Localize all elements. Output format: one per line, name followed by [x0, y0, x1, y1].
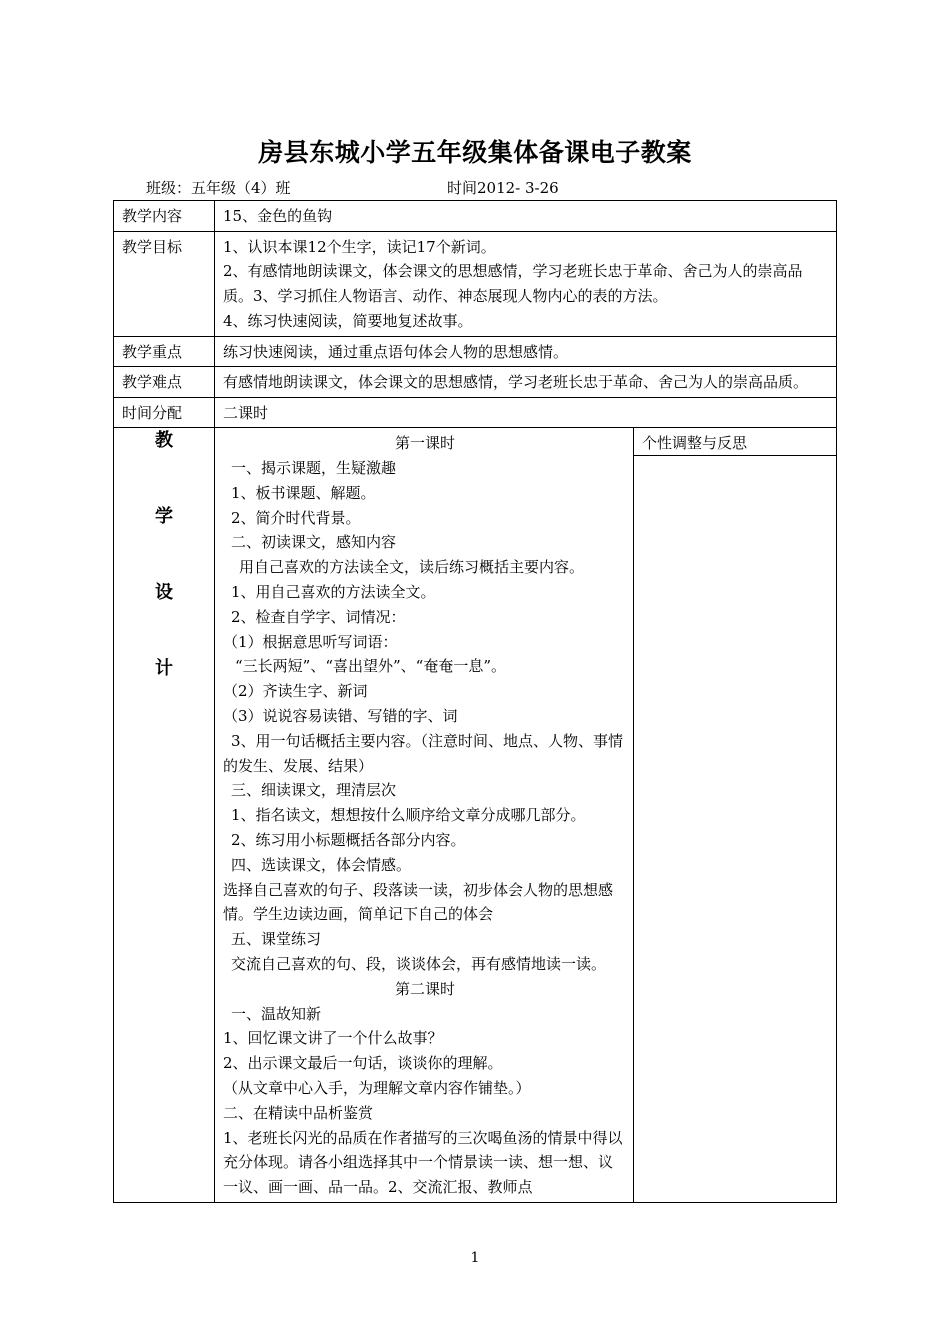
- goal-line: 4、练习快速阅读，简要地复述故事。: [223, 311, 473, 330]
- design-line: （2）齐读生字、新词: [223, 682, 368, 701]
- design-line: 2、简介时代背景。: [231, 508, 361, 527]
- label-difficult: 教学难点: [114, 367, 215, 398]
- label-content: 教学内容: [114, 201, 215, 232]
- label-time: 时间分配: [114, 397, 215, 428]
- design-line: （从文章中心入手，为理解文章内容作铺垫。）: [223, 1078, 531, 1097]
- design-line: 1、用自己喜欢的方法读全文。: [231, 582, 436, 601]
- row-content: [114, 201, 837, 232]
- page-number: 1: [470, 1250, 480, 1266]
- goal-line: 2、有感情地朗读课文，体会课文的思想感情，学习老班长忠于革命、舍己为人的崇高品质。3、学习抓住人物语言、动作、神态展现人物内心的表的方法。: [223, 262, 803, 306]
- label-goals: 教学目标: [114, 231, 215, 336]
- design-line: 2、检查自学字、词情况：: [231, 607, 406, 626]
- design-line: 一、揭示课题，生疑激趣: [231, 458, 397, 477]
- row-time: [114, 397, 837, 428]
- goal-line: 1、认识本课12个生字，读记17个新词。: [223, 237, 496, 256]
- row-difficult: [114, 367, 837, 398]
- row-key: [114, 336, 837, 367]
- design-line: 四、选读课文，体会情感。: [231, 855, 412, 874]
- label-design: [114, 428, 215, 1203]
- design-line: 三、细读课文，理清层次: [231, 781, 397, 800]
- row-design: [114, 428, 837, 1203]
- design-char: 设: [155, 582, 173, 604]
- design-line: 1、老班长闪光的品质在作者描写的三次喝鱼汤的情景中得以充分体现。请各小组选择其中一个情景读一读、想一想、议一议、画一画、品一品。2、交流汇报、教师点: [223, 1128, 623, 1197]
- design-line: 选择自己喜欢的句子、段落读一读，初步体会人物的思想感情。学生边读边画，简单记下自己的体会: [223, 880, 614, 924]
- lesson-plan-table: [113, 200, 837, 1203]
- design-char: 计: [155, 658, 173, 680]
- design-line: 用自己喜欢的方法读全文，读后练习概括主要内容。: [239, 558, 585, 577]
- value-content: 15、金色的鱼钩: [215, 201, 837, 232]
- design-line: 五、课堂练习: [231, 930, 322, 949]
- design-line: 一、温故知新: [231, 1004, 322, 1023]
- design-line: 2、练习用小标题概括各部分内容。: [231, 830, 466, 849]
- reflection-header: 个性调整与反思: [634, 428, 836, 456]
- design-line: 1、回忆课文讲了一个什么故事？: [223, 1029, 443, 1048]
- design-line: 1、指名读文，想想按什么顺序给文章分成哪几部分。: [231, 806, 586, 825]
- date-label: 时间2012- 3-26: [447, 179, 559, 197]
- design-line: （3）说说容易读错、写错的字、词: [223, 706, 458, 725]
- value-goals: [215, 231, 837, 336]
- class-label: 班级：五年级（4）班: [146, 179, 291, 197]
- page-title: 房县东城小学五年级集体备课电子教案: [258, 138, 692, 167]
- design-line: 1、板书课题、解题。: [231, 483, 376, 502]
- value-time: 二课时: [215, 397, 837, 428]
- design-line: 2、出示课文最后一句话，谈谈你的理解。: [223, 1054, 503, 1073]
- design-line: 交流自己喜欢的句、段，谈谈体会，再有感情地读一读。: [231, 954, 607, 973]
- design-line: 二、初读课文，感知内容: [231, 533, 397, 552]
- design-line: 二、在精读中品析鉴赏: [223, 1103, 374, 1122]
- label-key: 教学重点: [114, 336, 215, 367]
- value-difficult: 有感情地朗读课文，体会课文的思想感情，学习老班长忠于革命、舍己为人的崇高品质。: [215, 367, 837, 398]
- design-line: （1）根据意思听写词语：: [223, 632, 398, 651]
- row-goals: [114, 231, 837, 336]
- reflection-column: [634, 428, 837, 1203]
- section-heading: 第一课时: [394, 434, 455, 453]
- design-char: 教: [155, 430, 173, 452]
- design-content: [215, 428, 634, 1203]
- value-key: 练习快速阅读，通过重点语句体会人物的思想感情。: [215, 336, 837, 367]
- design-char: 学: [155, 506, 173, 528]
- design-line: “三长两短”、“喜出望外”、“奄奄一息”。: [235, 657, 507, 676]
- section-heading: 第二课时: [394, 979, 455, 998]
- design-line: 3、用一句话概括主要内容。（注意时间、地点、人物、事情的发生、发展、结果）: [223, 731, 624, 775]
